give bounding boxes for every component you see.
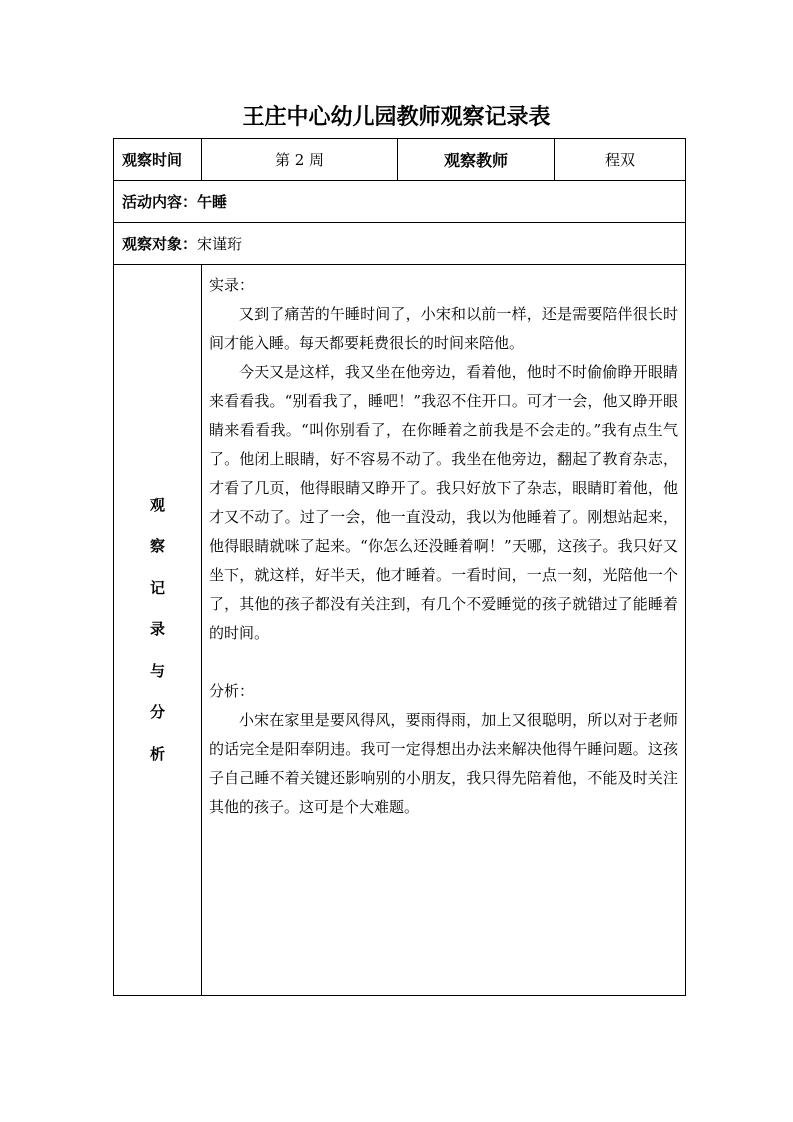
side-char: 与 — [149, 661, 165, 680]
activity-cell — [114, 181, 686, 223]
subject-cell — [114, 223, 686, 265]
observation-time-value: 第 2 周 — [202, 139, 398, 181]
record-side-label — [114, 265, 202, 996]
side-char: 记 — [149, 578, 165, 597]
record-paragraph: 又到了痛苦的午睡时间了，小宋和以前一样，还是需要陪伴很长时间才能入睡。每天都要耗费很长的时间来陪他。 — [209, 305, 678, 352]
activity-label: 活动内容： — [122, 193, 198, 211]
record-row — [114, 265, 686, 996]
record-heading: 实录： — [209, 276, 255, 294]
side-char: 析 — [149, 744, 165, 763]
observer-teacher-value: 程双 — [555, 139, 686, 181]
header-row — [114, 139, 686, 181]
side-char: 察 — [149, 537, 165, 556]
activity-value: 午睡 — [197, 193, 228, 211]
subject-row — [114, 223, 686, 265]
subject-value: 宋谨珩 — [197, 235, 243, 253]
observer-teacher-label: 观察教师 — [398, 139, 555, 181]
observation-time-label: 观察时间 — [114, 139, 202, 181]
analysis-heading: 分析： — [209, 682, 255, 700]
subject-label: 观察对象： — [122, 235, 198, 253]
spacer — [209, 648, 678, 677]
record-paragraph: 今天又是这样，我又坐在他旁边，看着他，他时不时偷偷睁开眼睛来看看我。“别看我了，睡吧！”我忍不住开口。可才一会，他又睁开眼睛来看看我。“叫你别看了，在你睡着之前我是不会走的。”我有点生气了。他闭上眼睛，好不容易不动了。我坐在他旁边，翻起了教育杂志，才看了几页，他得眼睛又睁开了。我只好放下了杂志，眼睛盯着他，他才又不动了。过了一会，他一直没动，我以为他睡着了。刚想站起来，他得眼睛就咪了起来。“你怎么还没睡着啊！”天哪，这孩子。我只好又坐下，就这样，好半天，他才睡着。一看时间，一点一刻，光陪他一个了，其他的孩子都没有关注到，有几个不爱睡觉的孩子就错过了能睡着的时间。 — [209, 363, 678, 642]
activity-row — [114, 181, 686, 223]
side-char: 观 — [149, 495, 165, 514]
record-body — [202, 265, 686, 996]
analysis-paragraph: 小宋在家里是要风得风，要雨得雨，加上又很聪明，所以对于老师的话完全是阳奉阴违。我可一定得想出办法来解决他得午睡问题。这孩子自己睡不着关键还影响别的小朋友，我只得先陪着他，不能及时关注其他的孩子。这可是个大难题。 — [209, 711, 678, 816]
side-char: 录 — [149, 620, 165, 639]
observation-form — [113, 138, 686, 996]
side-char: 分 — [149, 703, 165, 722]
page-title: 王庄中心幼儿园教师观察记录表 — [242, 104, 551, 130]
